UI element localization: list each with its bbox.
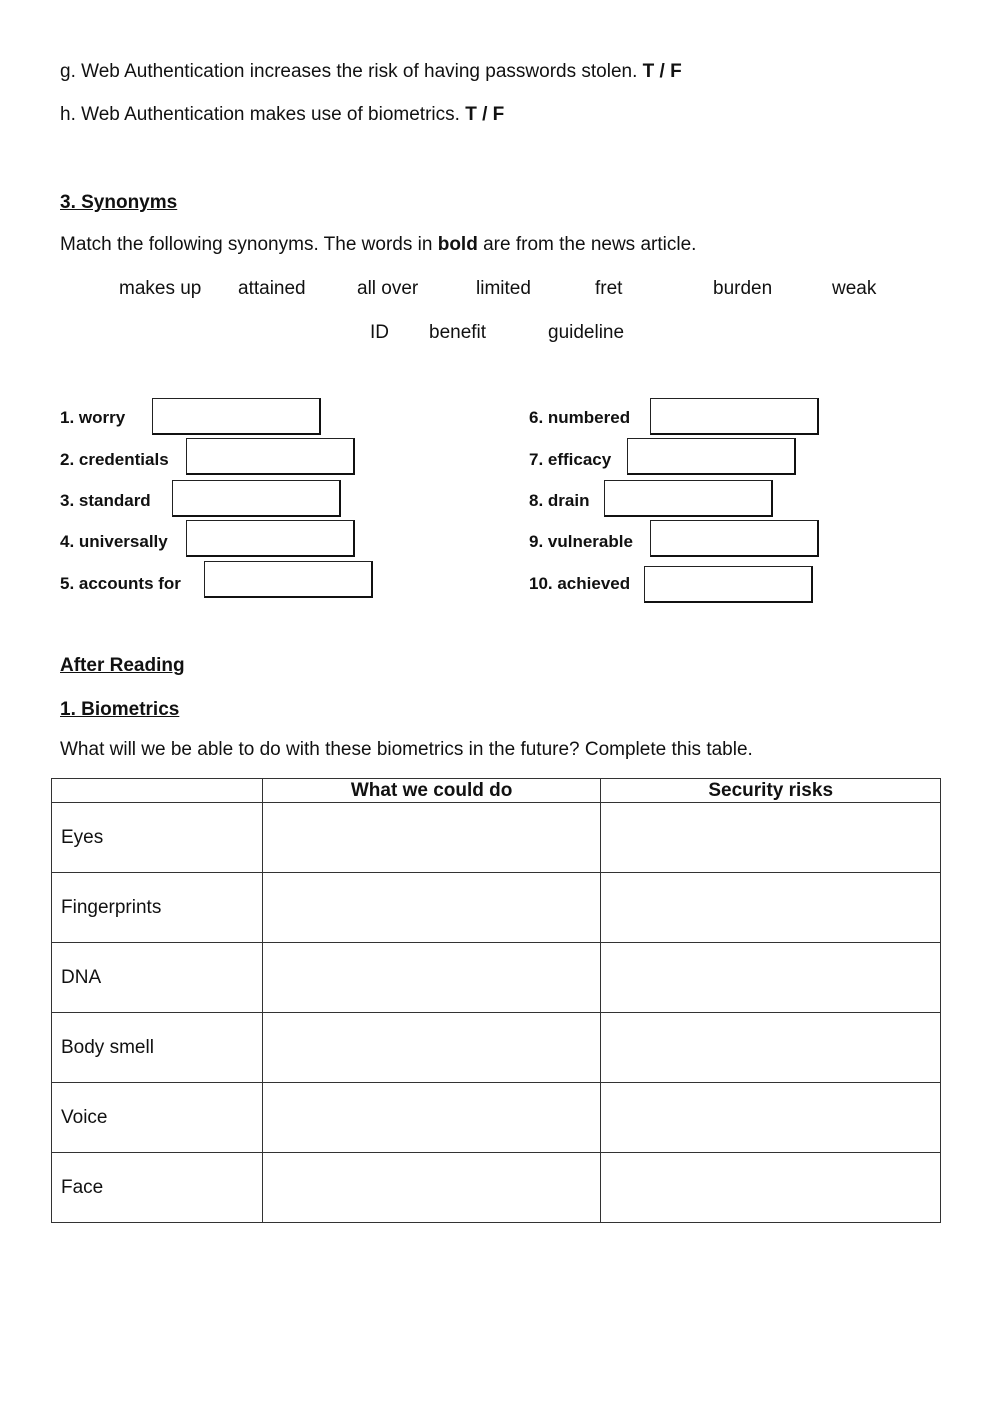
table-header-what-we-could-do: What we could do <box>262 779 601 803</box>
table-cell-answer[interactable] <box>262 943 601 1013</box>
synonym-item-label: 10. achieved <box>529 574 631 593</box>
answer-box-10[interactable] <box>644 566 813 603</box>
after-reading-heading: After Reading <box>60 655 185 676</box>
table-row <box>52 1153 941 1223</box>
answer-box-4[interactable] <box>186 520 355 557</box>
table-cell-answer[interactable] <box>262 1013 601 1083</box>
answer-box-1[interactable] <box>152 398 321 435</box>
table-cell-answer[interactable] <box>601 1083 941 1153</box>
tf-question-h-text: h. Web Authentication makes use of biometrics. <box>60 104 460 125</box>
biometrics-table <box>51 778 941 1223</box>
answer-box-9[interactable] <box>650 520 819 557</box>
instruction-before: Match the following synonyms. The words in <box>60 234 433 255</box>
row-label-body-smell: Body smell <box>52 1013 263 1083</box>
table-header-blank <box>52 779 263 803</box>
answer-box-6[interactable] <box>650 398 819 435</box>
table-cell-answer[interactable] <box>601 873 941 943</box>
table-row <box>52 873 941 943</box>
row-label-voice: Voice <box>52 1083 263 1153</box>
synonym-item-label: 7. efficacy <box>529 450 612 469</box>
tf-question-g <box>60 60 682 84</box>
table-cell-answer[interactable] <box>601 1153 941 1223</box>
word-bank-item: makes up <box>119 278 202 299</box>
table-header-row <box>52 779 941 803</box>
row-label-eyes: Eyes <box>52 803 263 873</box>
table-cell-answer[interactable] <box>601 943 941 1013</box>
table-row <box>52 1083 941 1153</box>
answer-box-3[interactable] <box>172 480 341 517</box>
synonym-item-label: 6. numbered <box>529 408 631 427</box>
word-bank-item: benefit <box>429 322 487 343</box>
word-bank-item: fret <box>595 278 623 299</box>
table-cell-answer[interactable] <box>262 873 601 943</box>
table-cell-answer[interactable] <box>262 803 601 873</box>
row-label-dna: DNA <box>52 943 263 1013</box>
table-cell-answer[interactable] <box>601 803 941 873</box>
table-header-security-risks: Security risks <box>601 779 941 803</box>
row-label-fingerprints: Fingerprints <box>52 873 263 943</box>
synonym-item-label: 9. vulnerable <box>529 532 633 551</box>
tf-question-g-text: g. Web Authentication increases the risk of having passwords stolen. <box>60 61 638 82</box>
word-bank-item: limited <box>476 278 531 299</box>
table-row <box>52 803 941 873</box>
word-bank-item: attained <box>238 278 306 299</box>
synonym-item-label: 4. universally <box>60 532 168 551</box>
instruction-bold-word: bold <box>437 234 478 255</box>
biometrics-instruction: What will we be able to do with these biometrics in the future? Complete this table. <box>60 739 753 760</box>
answer-box-5[interactable] <box>204 561 373 598</box>
word-bank-item: burden <box>713 278 773 299</box>
synonyms-instruction <box>60 233 696 257</box>
table-cell-answer[interactable] <box>262 1083 601 1153</box>
synonym-item-label: 5. accounts for <box>60 574 181 593</box>
word-bank-item: ID <box>370 322 389 343</box>
synonym-item-label: 8. drain <box>529 491 590 510</box>
answer-box-2[interactable] <box>186 438 355 475</box>
tf-question-g-answer[interactable]: T / F <box>642 61 682 82</box>
synonym-item-label: 2. credentials <box>60 450 169 469</box>
biometrics-heading: 1. Biometrics <box>60 699 180 720</box>
instruction-after: are from the news article. <box>483 234 697 255</box>
tf-question-h-answer[interactable]: T / F <box>465 104 505 125</box>
table-row <box>52 943 941 1013</box>
word-bank-item: weak <box>832 278 877 299</box>
synonyms-heading: 3. Synonyms <box>60 192 178 213</box>
word-bank-item: guideline <box>548 322 625 343</box>
row-label-face: Face <box>52 1153 263 1223</box>
table-cell-answer[interactable] <box>601 1013 941 1083</box>
word-bank-item: all over <box>357 278 419 299</box>
synonym-item-label: 1. worry <box>60 408 126 427</box>
answer-box-8[interactable] <box>604 480 773 517</box>
answer-box-7[interactable] <box>627 438 796 475</box>
table-row <box>52 1013 941 1083</box>
table-cell-answer[interactable] <box>262 1153 601 1223</box>
synonym-item-label: 3. standard <box>60 491 151 510</box>
tf-question-h <box>60 103 504 127</box>
